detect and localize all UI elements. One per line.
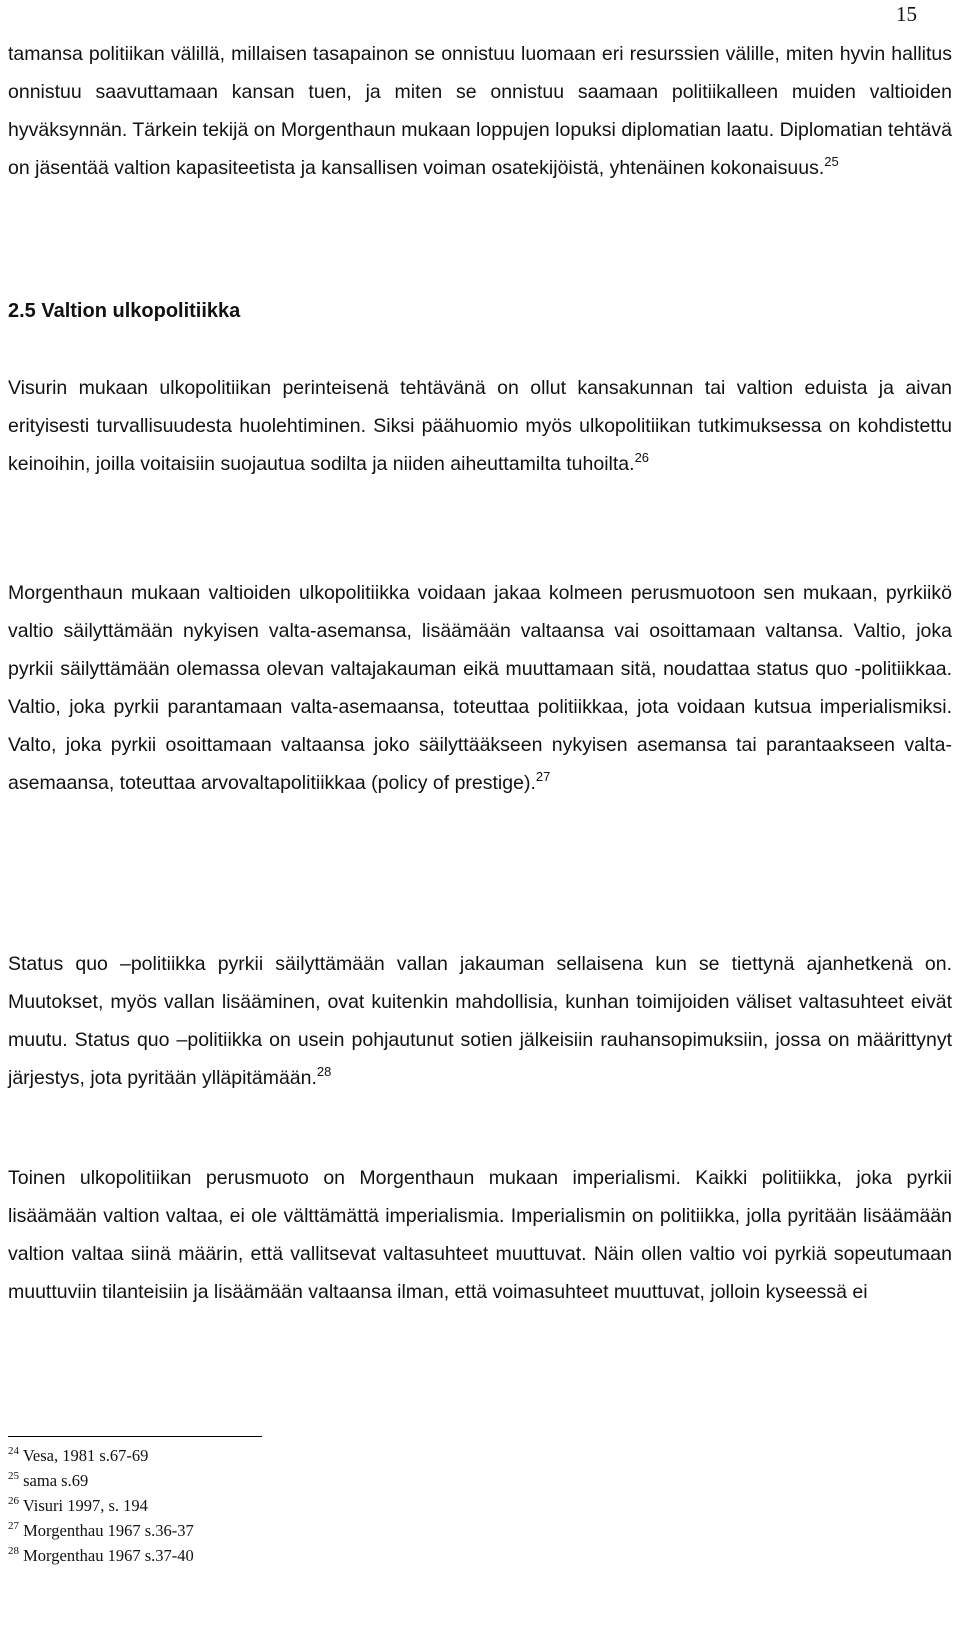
footnote-text: Vesa, 1981 s.67-69 bbox=[22, 1446, 149, 1465]
paragraph-4 bbox=[8, 945, 952, 1097]
paragraph-5-text: Toinen ulkopolitiikan perusmuoto on Morgenthaun mukaan imperialismi. Kaikki politiikka, joka pyrkii lisäämään valtion valtaa, ei ole välttämättä imperialismia. Imperialismin on politiikka, jolla pyritään lisäämään valtion valtaa siinä määrin, että vallitsevat valtasuhteet muuttuvat. Näin ollen valtio voi pyrkiä sopeutumaan muuttuviin tilanteisiin ja lisäämään valtaansa ilman, että voimasuhteet muuttuvat, jolloin kyseessä ei bbox=[8, 1167, 952, 1303]
footnote-text: sama s.69 bbox=[23, 1471, 89, 1490]
footnote-number: 28 bbox=[8, 1545, 19, 1557]
footnote-text: Visuri 1997, s. 194 bbox=[22, 1496, 148, 1515]
paragraph-2-text: Visurin mukaan ulkopolitiikan perinteisenä tehtävänä on ollut kansakunnan tai valtion eduista ja aivan erityisesti turvallisuudesta huolehtiminen. Siksi päähuomio myös ulkopolitiikan tutkimuksessa on kohdistettu keinoihin, joilla voitaisiin suojautua sodilta ja niiden aiheuttamilta tuhoilta. bbox=[8, 377, 952, 475]
page-number: 15 bbox=[896, 2, 917, 26]
footnote-text: Morgenthau 1967 s.36-37 bbox=[23, 1521, 194, 1540]
footnote-ref-26: 26 bbox=[634, 450, 650, 465]
footnote-ref-28: 28 bbox=[316, 1064, 332, 1079]
footnotes bbox=[8, 1443, 194, 1568]
footnote-ref-27: 27 bbox=[535, 769, 551, 784]
footnote bbox=[8, 1443, 194, 1468]
footnote-text: Morgenthau 1967 s.37-40 bbox=[23, 1546, 194, 1565]
footnote bbox=[8, 1518, 194, 1543]
paragraph-1-text: tamansa politiikan välillä, millaisen tasapainon se onnistuu luomaan eri resurssien välille, miten hyvin hallitus onnistuu saavuttamaan kansan tuen, ja miten se onnistuu saamaan politiikalleen muiden valtioiden hyväksynnän. Tärkein tekijä on Morgenthaun mukaan loppujen lopuksi diplomatian laatu. Diplomatian tehtävä on jäsentää valtion kapasiteetista ja kansallisen voiman osatekijöistä, yhtenäinen kokonaisuus. bbox=[8, 43, 952, 179]
paragraph-2 bbox=[8, 369, 952, 483]
footnote bbox=[8, 1543, 194, 1568]
footnote-separator bbox=[8, 1436, 262, 1437]
paragraph-5 bbox=[8, 1159, 952, 1311]
section-heading: 2.5 Valtion ulkopolitiikka bbox=[8, 300, 241, 322]
footnote-number: 24 bbox=[8, 1445, 19, 1457]
paragraph-3 bbox=[8, 574, 952, 802]
paragraph-3-text: Morgenthaun mukaan valtioiden ulkopolitiikka voidaan jakaa kolmeen perusmuotoon sen mukaan, pyrkiikö valtio säilyttämään nykyisen valta-asemansa, lisäämään valtaansa vai osoittamaan valtansa. Valtio, joka pyrkii säilyttämään olemassa olevan valtajakauman eikä muuttamaan sitä, noudattaa status quo -politiikkaa. Valtio, joka pyrkii parantamaan valta-asemaansa, toteuttaa politiikkaa, jota voidaan kutsua imperialismiksi. Valto, joka pyrkii osoittamaan valtaansa joko säilyttääkseen nykyisen asemansa tai parantaakseen valta-asemaansa, toteuttaa arvovaltapolitiikkaa (policy of prestige). bbox=[8, 582, 952, 794]
footnote-number: 27 bbox=[8, 1520, 19, 1532]
paragraph-4-text: Status quo –politiikka pyrkii säilyttämään vallan jakauman sellaisena kun se tiettynä ajanhetkenä on. Muutokset, myös vallan lisääminen, ovat kuitenkin mahdollisia, kunhan toimijoiden väliset valtasuhteet eivät muutu. Status quo –politiikka on usein pohjautunut sotien jälkeisiin rauhansopimuksiin, jossa on määrittynyt järjestys, jota pyritään ylläpitämään. bbox=[8, 953, 952, 1089]
footnote bbox=[8, 1468, 194, 1493]
footnote-number: 26 bbox=[8, 1495, 19, 1507]
paragraph-1 bbox=[8, 35, 952, 187]
footnote-number: 25 bbox=[8, 1470, 19, 1482]
footnote bbox=[8, 1493, 194, 1518]
footnote-ref-25: 25 bbox=[824, 154, 839, 169]
